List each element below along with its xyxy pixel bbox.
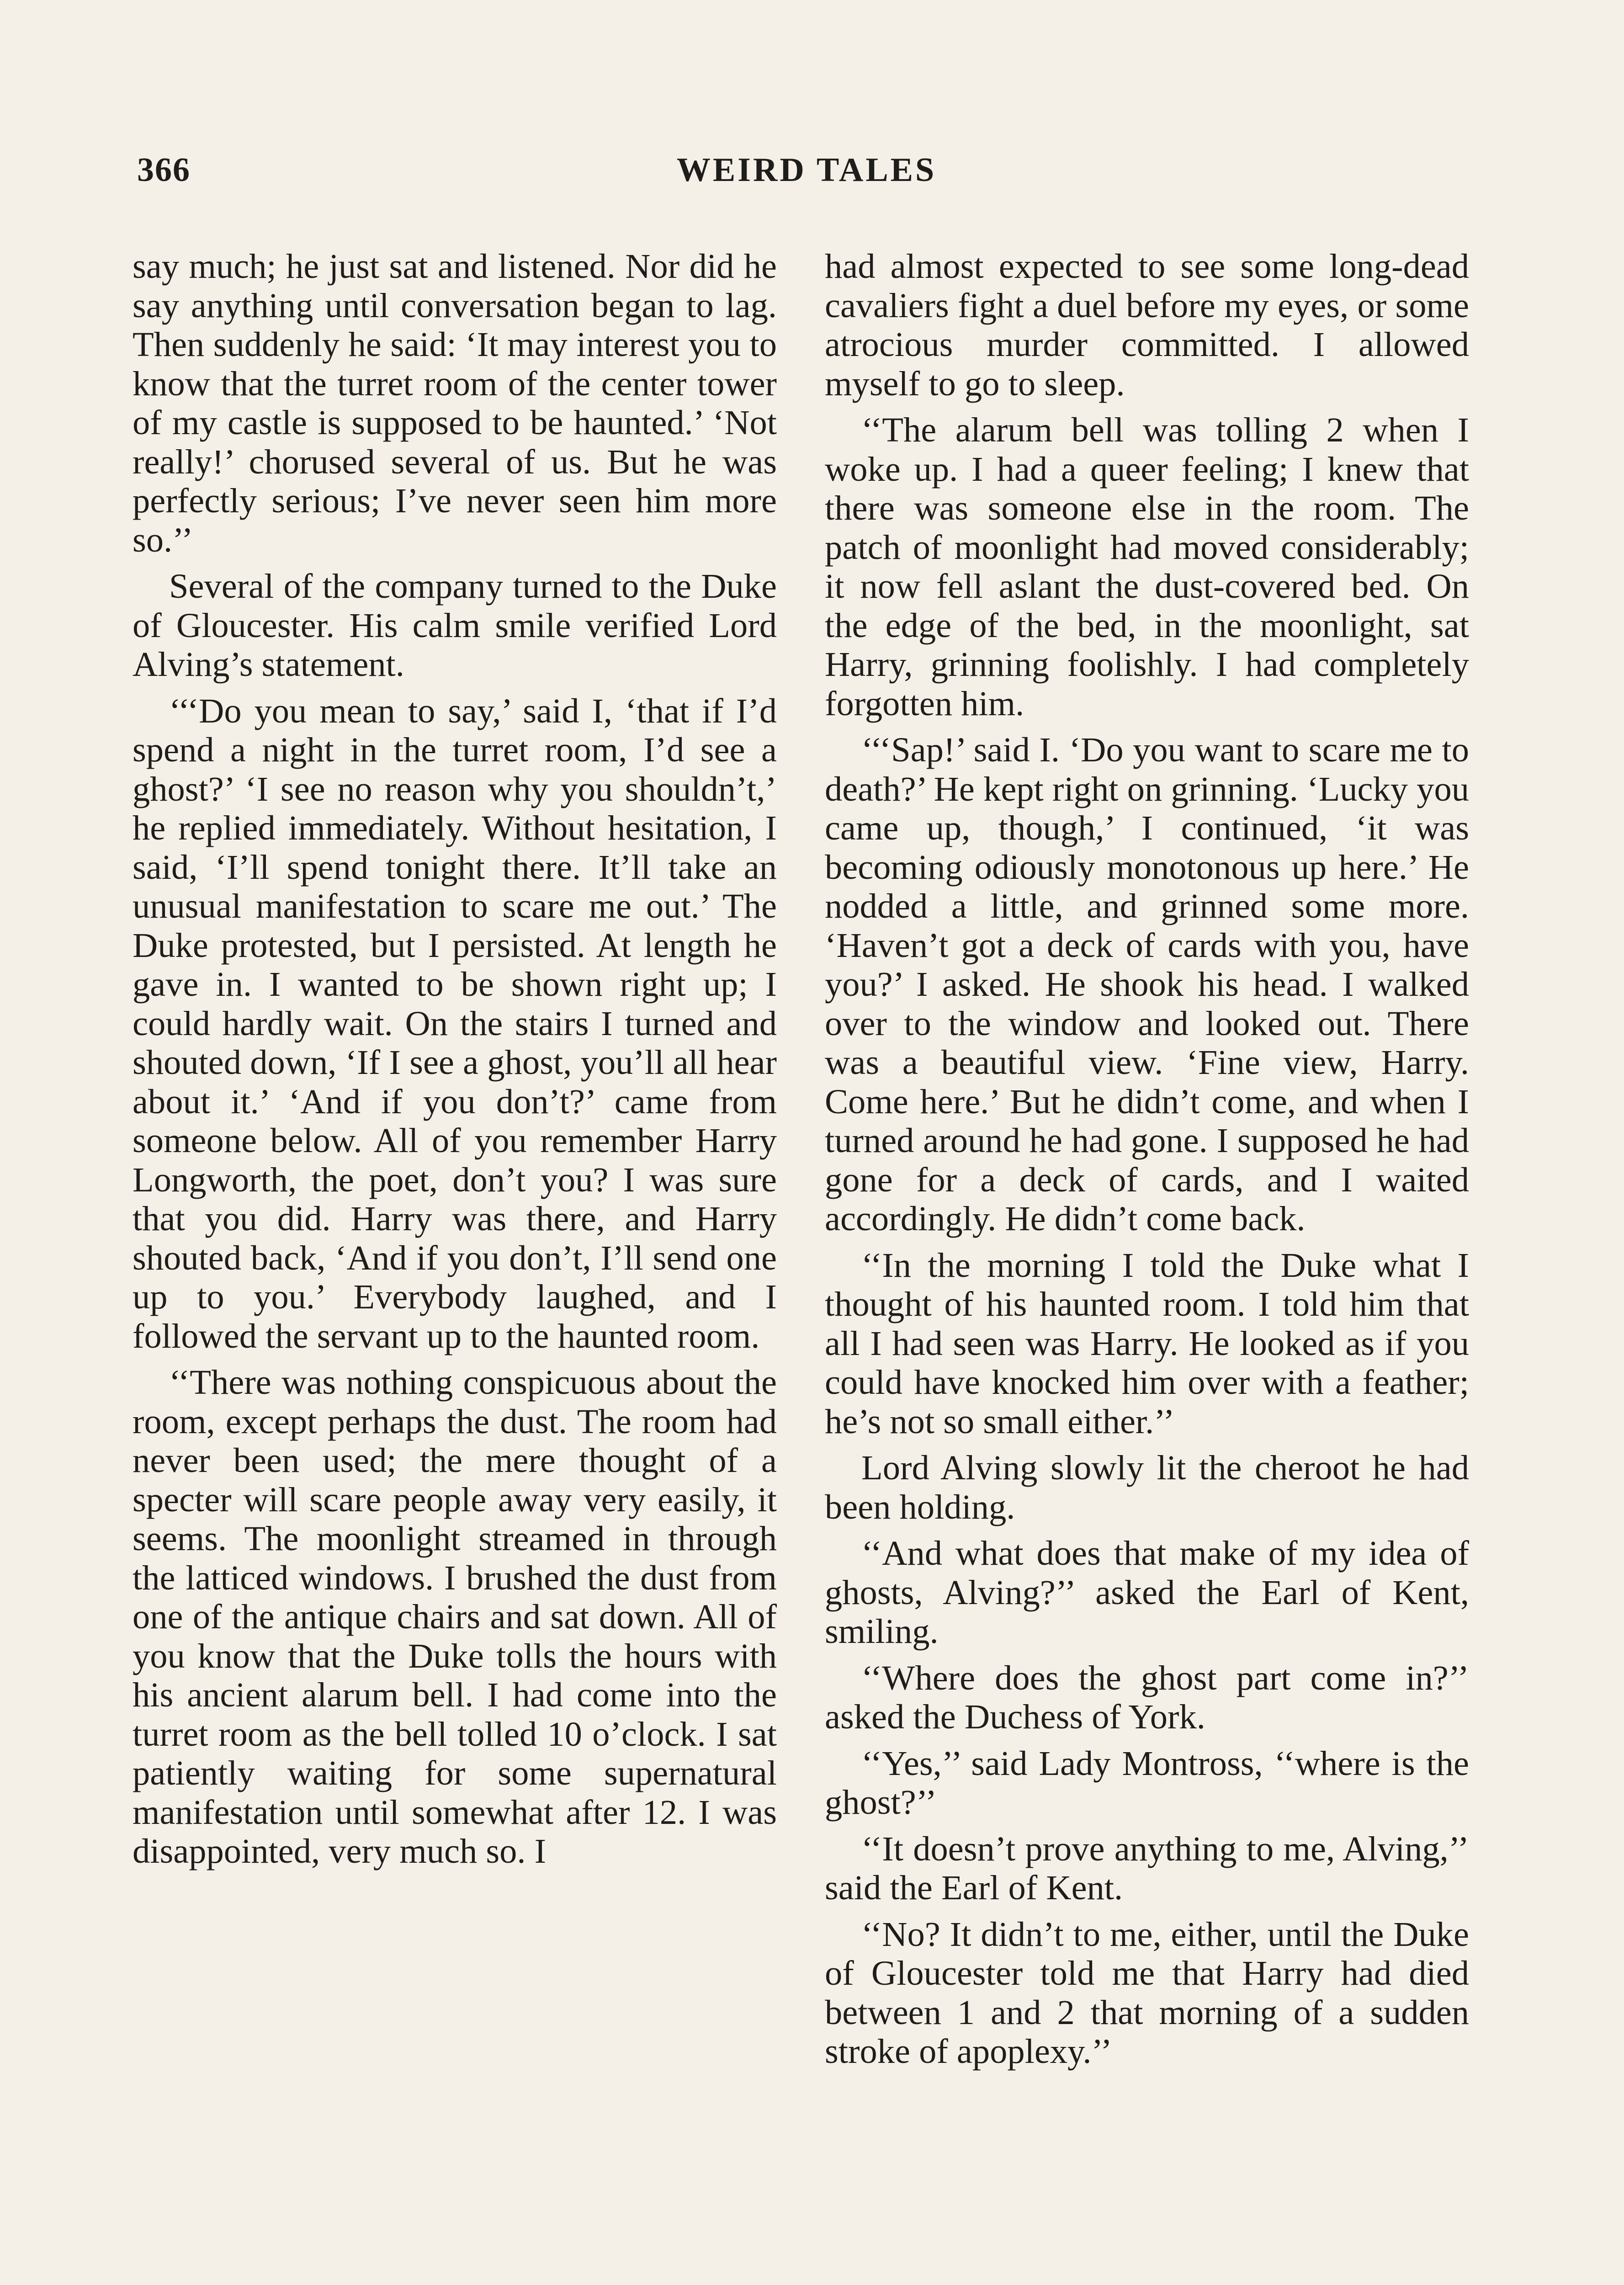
paragraph: ‘‘Where does the ghost part come in?’’ asked the Duchess of York. bbox=[825, 1658, 1469, 1736]
journal-title: WEIRD TALES bbox=[676, 151, 937, 189]
right-column bbox=[825, 247, 1469, 2078]
running-head bbox=[137, 151, 1476, 197]
page-number: 366 bbox=[137, 151, 191, 189]
paragraph: had almost expected to see some long-dead cavaliers fight a duel before my eyes, or some atrocious murder committed. I allowed myself to go to sleep. bbox=[825, 247, 1469, 403]
paragraph: ‘‘In the morning I told the Duke what I thought of his haunted room. I told him that all I had seen was Harry. He looked as if you could have knocked him over with a feather; he’s not so small either.’’ bbox=[825, 1245, 1469, 1441]
paragraph: Several of the company turned to the Duke of Gloucester. His calm smile verified Lord Alving’s statement. bbox=[133, 567, 777, 684]
paragraph: ‘‘‘Do you mean to say,’ said I, ‘that if I’d spend a night in the turret room, I’d see a ghost?’ ‘I see no reason why you shouldn’t,’ he replied immediately. Without hesitation, I said, ‘I’ll spend tonight there. It’ll take an unusual manifestation to scare me out.’ The Duke protested, but I persisted. At length he gave in. I wanted to be shown right up; I could hardly wait. On the stairs I turned and shouted down, ‘If I see a ghost, you’ll all hear about it.’ ‘And if you don’t?’ came from someone below. All of you remember Harry Longworth, the poet, don’t you? I was sure that you did. Harry was there, and Harry shouted back, ‘And if you don’t, I’ll send one up to you.’ Everybody laughed, and I followed the servant up to the haunted room. bbox=[133, 691, 777, 1355]
paragraph: ‘‘There was nothing conspicuous about the room, except perhaps the dust. The room had never been used; the mere thought of a specter will scare people away very easily, it seems. The moonlight streamed in through the latticed windows. I brushed the dust from one of the antique chairs and sat down. All of you know that the Duke tolls the hours with his ancient alarum bell. I had come into the turret room as the bell tolled 10 o’clock. I sat patiently waiting for some supernatural manifestation until somewhat after 12. I was disappointed, very much so. I bbox=[133, 1363, 777, 1871]
paragraph: ‘‘The alarum bell was tolling 2 when I woke up. I had a queer feeling; I knew that there was someone else in the room. The patch of moonlight had moved considerably; it now fell aslant the dust-covered bed. On the edge of the bed, in the moonlight, sat Harry, grinning foolishly. I had completely forgotten him. bbox=[825, 410, 1469, 723]
paragraph: Lord Alving slowly lit the cheroot he had been holding. bbox=[825, 1448, 1469, 1526]
paragraph: ‘‘No? It didn’t to me, either, until the Duke of Gloucester told me that Harry had died between 1 and 2 that morning of a sudden stroke of apoplexy.’’ bbox=[825, 1914, 1469, 2071]
left-column bbox=[133, 247, 777, 1878]
paragraph: ‘‘It doesn’t prove anything to me, Alving,’’ said the Earl of Kent. bbox=[825, 1829, 1469, 1907]
paragraph: ‘‘‘Sap!’ said I. ‘Do you want to scare me to death?’ He kept right on grinning. ‘Lucky you came up, though,’ I continued, ‘it was becoming odiously monotonous up here.’ He nodded a little, and grinned some more. ‘Haven’t got a deck of cards with you, have you?’ I asked. He shook his head. I walked over to the window and looked out. There was a beautiful view. ‘Fine view, Harry. Come here.’ But he didn’t come, and when I turned around he had gone. I supposed he had gone for a deck of cards, and I waited accordingly. He didn’t come back. bbox=[825, 730, 1469, 1238]
paragraph: say much; he just sat and listened. Nor did he say anything until conversation began to lag. Then suddenly he said: ‘It may interest you to know that the turret room of the center tower of my castle is supposed to be haunted.’ ‘Not really!’ chorused several of us. But he was perfectly serious; I’ve never seen him more so.’’ bbox=[133, 247, 777, 559]
paragraph: ‘‘And what does that make of my idea of ghosts, Alving?’’ asked the Earl of Kent, smiling. bbox=[825, 1534, 1469, 1651]
paragraph: ‘‘Yes,’’ said Lady Montross, ‘‘where is the ghost?’’ bbox=[825, 1743, 1469, 1822]
